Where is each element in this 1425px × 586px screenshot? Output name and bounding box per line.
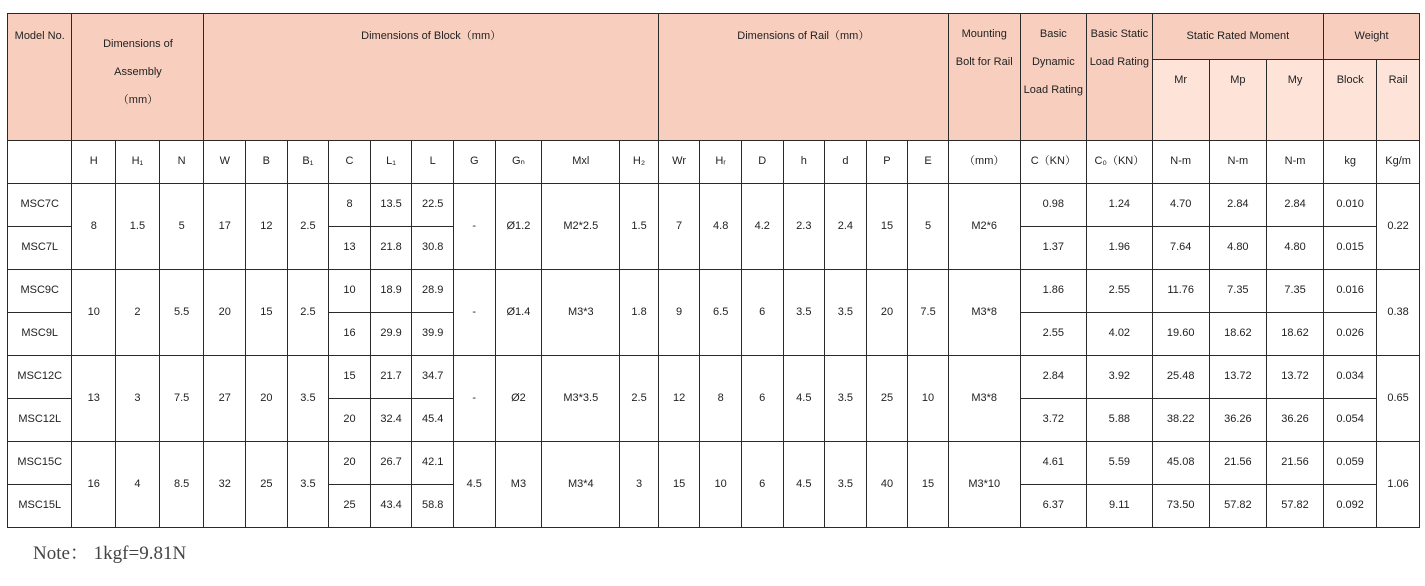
unit-header: H₁ <box>116 141 160 184</box>
cell-h: 3.5 <box>783 270 825 356</box>
cell-l: 22.5 <box>412 184 454 227</box>
static-load-cell: 1.24 <box>1087 184 1152 227</box>
dynamic-load-cell: 2.55 <box>1020 313 1087 356</box>
header-rail: Dimensions of Rail（mm） <box>658 14 948 141</box>
mp-cell: 21.56 <box>1209 442 1266 485</box>
cell-mxl: M3*3.5 <box>542 356 620 442</box>
model-no-cell: MSC15L <box>8 485 72 528</box>
mr-cell: 7.64 <box>1152 227 1209 270</box>
my-cell: 2.84 <box>1266 184 1323 227</box>
cell-d: 3.5 <box>825 442 867 528</box>
unit-header: H <box>72 141 116 184</box>
header-basic-dynamic-label: Basic Dynamic Load Rating <box>1023 28 1083 97</box>
cell-d: 6 <box>741 442 783 528</box>
cell-d: 3.5 <box>825 356 867 442</box>
static-load-cell: 1.96 <box>1087 227 1152 270</box>
cell-l1: 43.4 <box>370 485 412 528</box>
cell-l: 34.7 <box>412 356 454 399</box>
cell-b: 15 <box>246 270 288 356</box>
model-no-cell: MSC12C <box>8 356 72 399</box>
cell-e: 7.5 <box>908 270 949 356</box>
cell-wr: 15 <box>658 442 700 528</box>
cell-wr: 7 <box>658 184 700 270</box>
cell-hr: 8 <box>700 356 742 442</box>
cell-h: 8 <box>72 184 116 270</box>
bolt-cell: M2*6 <box>948 184 1020 270</box>
cell-p: 15 <box>866 184 908 270</box>
block-weight-cell: 0.092 <box>1324 485 1377 528</box>
cell-w: 17 <box>204 184 246 270</box>
block-weight-cell: 0.059 <box>1324 442 1377 485</box>
bolt-cell: M3*8 <box>948 356 1020 442</box>
header-block-weight: Block <box>1324 60 1377 141</box>
header-mp: Mp <box>1209 60 1266 141</box>
mp-cell: 7.35 <box>1209 270 1266 313</box>
cell-wr: 9 <box>658 270 700 356</box>
dynamic-load-cell: 4.61 <box>1020 442 1087 485</box>
cell-h: 4.5 <box>783 356 825 442</box>
cell-gn: Ø2 <box>495 356 542 442</box>
cell-l: 30.8 <box>412 227 454 270</box>
block-weight-cell: 0.016 <box>1324 270 1377 313</box>
static-load-cell: 5.88 <box>1087 399 1152 442</box>
table-row <box>8 356 1420 399</box>
my-cell: 21.56 <box>1266 442 1323 485</box>
model-no-cell: MSC9C <box>8 270 72 313</box>
mp-cell: 2.84 <box>1209 184 1266 227</box>
cell-g: - <box>453 356 495 442</box>
block-weight-cell: 0.054 <box>1324 399 1377 442</box>
cell-e: 10 <box>908 356 949 442</box>
cell-mxl: M2*2.5 <box>542 184 620 270</box>
mp-cell: 4.80 <box>1209 227 1266 270</box>
my-cell: 13.72 <box>1266 356 1323 399</box>
unit-header: h <box>783 141 825 184</box>
static-load-cell: 5.59 <box>1087 442 1152 485</box>
header-assembly <box>72 14 204 141</box>
cell-l: 28.9 <box>412 270 454 313</box>
unit-header: N-m <box>1152 141 1209 184</box>
my-cell: 36.26 <box>1266 399 1323 442</box>
cell-l1: 13.5 <box>370 184 412 227</box>
cell-c: 25 <box>329 485 371 528</box>
header-basic-static-label: Basic Static Load Rating <box>1089 28 1150 69</box>
cell-w: 32 <box>204 442 246 528</box>
cell-b1: 2.5 <box>287 270 329 356</box>
header-weight: Weight <box>1324 14 1420 60</box>
static-load-cell: 3.92 <box>1087 356 1152 399</box>
table-row <box>8 442 1420 485</box>
unit-header: Hᵣ <box>700 141 742 184</box>
unit-header: W <box>204 141 246 184</box>
cell-c: 20 <box>329 399 371 442</box>
model-no-cell: MSC9L <box>8 313 72 356</box>
mp-cell: 13.72 <box>1209 356 1266 399</box>
unit-header: H₂ <box>620 141 659 184</box>
bolt-cell: M3*8 <box>948 270 1020 356</box>
cell-c: 10 <box>329 270 371 313</box>
cell-d: 6 <box>741 270 783 356</box>
static-load-cell: 2.55 <box>1087 270 1152 313</box>
cell-hr: 10 <box>700 442 742 528</box>
cell-gn: Ø1.4 <box>495 270 542 356</box>
rail-weight-cell: 0.22 <box>1377 184 1420 270</box>
cell-l: 39.9 <box>412 313 454 356</box>
rail-weight-cell: 0.65 <box>1377 356 1420 442</box>
header-model-no: Model No. <box>8 14 72 141</box>
cell-b1: 3.5 <box>287 356 329 442</box>
dynamic-load-cell: 3.72 <box>1020 399 1087 442</box>
mr-cell: 4.70 <box>1152 184 1209 227</box>
rail-weight-cell: 0.38 <box>1377 270 1420 356</box>
static-load-cell: 9.11 <box>1087 485 1152 528</box>
spec-table <box>7 13 1420 528</box>
dynamic-load-cell: 0.98 <box>1020 184 1087 227</box>
cell-b1: 2.5 <box>287 184 329 270</box>
header-block: Dimensions of Block（mm） <box>204 14 658 141</box>
unit-header: Mxl <box>542 141 620 184</box>
block-weight-cell: 0.010 <box>1324 184 1377 227</box>
cell-b1: 3.5 <box>287 442 329 528</box>
mp-cell: 36.26 <box>1209 399 1266 442</box>
cell-c: 15 <box>329 356 371 399</box>
cell-gn: M3 <box>495 442 542 528</box>
table-row <box>8 184 1420 227</box>
model-no-cell: MSC7L <box>8 227 72 270</box>
unit-header: Wr <box>658 141 700 184</box>
cell-e: 5 <box>908 184 949 270</box>
cell-l1: 26.7 <box>370 442 412 485</box>
unit-header: B <box>246 141 288 184</box>
cell-h: 13 <box>72 356 116 442</box>
header-assembly-label: Dimensions of Assembly （mm） <box>103 38 173 107</box>
unit-header: E <box>908 141 949 184</box>
cell-w: 20 <box>204 270 246 356</box>
mr-cell: 19.60 <box>1152 313 1209 356</box>
mr-cell: 11.76 <box>1152 270 1209 313</box>
cell-l1: 21.8 <box>370 227 412 270</box>
unit-header: N-m <box>1266 141 1323 184</box>
cell-wr: 12 <box>658 356 700 442</box>
cell-n: 7.5 <box>159 356 204 442</box>
mr-cell: 25.48 <box>1152 356 1209 399</box>
mp-cell: 18.62 <box>1209 313 1266 356</box>
unit-header: N <box>159 141 204 184</box>
unit-header: C₀（KN） <box>1087 141 1152 184</box>
header-mounting-label: Mounting Bolt for Rail <box>955 28 1013 69</box>
cell-b: 12 <box>246 184 288 270</box>
header-basic-static <box>1087 14 1152 141</box>
cell-l1: 29.9 <box>370 313 412 356</box>
header-mounting <box>948 14 1020 141</box>
cell-h: 2.3 <box>783 184 825 270</box>
cell-d: 3.5 <box>825 270 867 356</box>
cell-g: 4.5 <box>453 442 495 528</box>
bolt-cell: M3*10 <box>948 442 1020 528</box>
dynamic-load-cell: 1.86 <box>1020 270 1087 313</box>
note-text: Note： 1kgf=9.81N <box>33 543 187 564</box>
cell-g: - <box>453 270 495 356</box>
table-row <box>8 270 1420 313</box>
cell-b: 25 <box>246 442 288 528</box>
unit-header: N-m <box>1209 141 1266 184</box>
cell-mxl: M3*3 <box>542 270 620 356</box>
cell-h2: 3 <box>620 442 659 528</box>
unit-header: L <box>412 141 454 184</box>
cell-p: 40 <box>866 442 908 528</box>
cell-e: 15 <box>908 442 949 528</box>
unit-header: L₁ <box>370 141 412 184</box>
block-weight-cell: 0.026 <box>1324 313 1377 356</box>
unit-header: B₁ <box>287 141 329 184</box>
cell-hr: 4.8 <box>700 184 742 270</box>
header-rail-weight: Rail <box>1377 60 1420 141</box>
cell-c: 20 <box>329 442 371 485</box>
cell-gn: Ø1.2 <box>495 184 542 270</box>
cell-h2: 1.5 <box>620 184 659 270</box>
mr-cell: 73.50 <box>1152 485 1209 528</box>
cell-h: 10 <box>72 270 116 356</box>
static-load-cell: 4.02 <box>1087 313 1152 356</box>
cell-l: 58.8 <box>412 485 454 528</box>
unit-header: C <box>329 141 371 184</box>
rail-weight-cell: 1.06 <box>1377 442 1420 528</box>
cell-c: 13 <box>329 227 371 270</box>
cell-c: 8 <box>329 184 371 227</box>
unit-header: C（KN） <box>1020 141 1087 184</box>
cell-l1: 32.4 <box>370 399 412 442</box>
mr-cell: 38.22 <box>1152 399 1209 442</box>
header-mr: Mr <box>1152 60 1209 141</box>
cell-d: 2.4 <box>825 184 867 270</box>
unit-header: kg <box>1324 141 1377 184</box>
my-cell: 4.80 <box>1266 227 1323 270</box>
cell-d: 6 <box>741 356 783 442</box>
units-blank <box>8 141 72 184</box>
cell-h: 4.5 <box>783 442 825 528</box>
cell-l: 45.4 <box>412 399 454 442</box>
cell-mxl: M3*4 <box>542 442 620 528</box>
unit-header: Gₙ <box>495 141 542 184</box>
unit-header: D <box>741 141 783 184</box>
unit-header: d <box>825 141 867 184</box>
cell-h: 16 <box>72 442 116 528</box>
cell-b: 20 <box>246 356 288 442</box>
cell-n: 5 <box>159 184 204 270</box>
my-cell: 18.62 <box>1266 313 1323 356</box>
dynamic-load-cell: 1.37 <box>1020 227 1087 270</box>
cell-h2: 2.5 <box>620 356 659 442</box>
unit-header: Kg/m <box>1377 141 1420 184</box>
model-no-cell: MSC12L <box>8 399 72 442</box>
cell-hr: 6.5 <box>700 270 742 356</box>
block-weight-cell: 0.034 <box>1324 356 1377 399</box>
unit-header: G <box>453 141 495 184</box>
cell-h1: 2 <box>116 270 160 356</box>
header-basic-dynamic <box>1020 14 1087 141</box>
cell-h1: 1.5 <box>116 184 160 270</box>
mr-cell: 45.08 <box>1152 442 1209 485</box>
block-weight-cell: 0.015 <box>1324 227 1377 270</box>
cell-h1: 4 <box>116 442 160 528</box>
mp-cell: 57.82 <box>1209 485 1266 528</box>
cell-l1: 18.9 <box>370 270 412 313</box>
model-no-cell: MSC15C <box>8 442 72 485</box>
units-row <box>8 141 1420 184</box>
my-cell: 7.35 <box>1266 270 1323 313</box>
cell-w: 27 <box>204 356 246 442</box>
header-my: My <box>1266 60 1323 141</box>
my-cell: 57.82 <box>1266 485 1323 528</box>
unit-header: P <box>866 141 908 184</box>
cell-p: 25 <box>866 356 908 442</box>
cell-p: 20 <box>866 270 908 356</box>
model-no-cell: MSC7C <box>8 184 72 227</box>
cell-h1: 3 <box>116 356 160 442</box>
dynamic-load-cell: 6.37 <box>1020 485 1087 528</box>
dynamic-load-cell: 2.84 <box>1020 356 1087 399</box>
cell-l: 42.1 <box>412 442 454 485</box>
cell-n: 5.5 <box>159 270 204 356</box>
cell-g: - <box>453 184 495 270</box>
cell-d: 4.2 <box>741 184 783 270</box>
header-static-moment: Static Rated Moment <box>1152 14 1324 60</box>
cell-h2: 1.8 <box>620 270 659 356</box>
unit-header: （mm） <box>948 141 1020 184</box>
cell-c: 16 <box>329 313 371 356</box>
cell-n: 8.5 <box>159 442 204 528</box>
cell-l1: 21.7 <box>370 356 412 399</box>
